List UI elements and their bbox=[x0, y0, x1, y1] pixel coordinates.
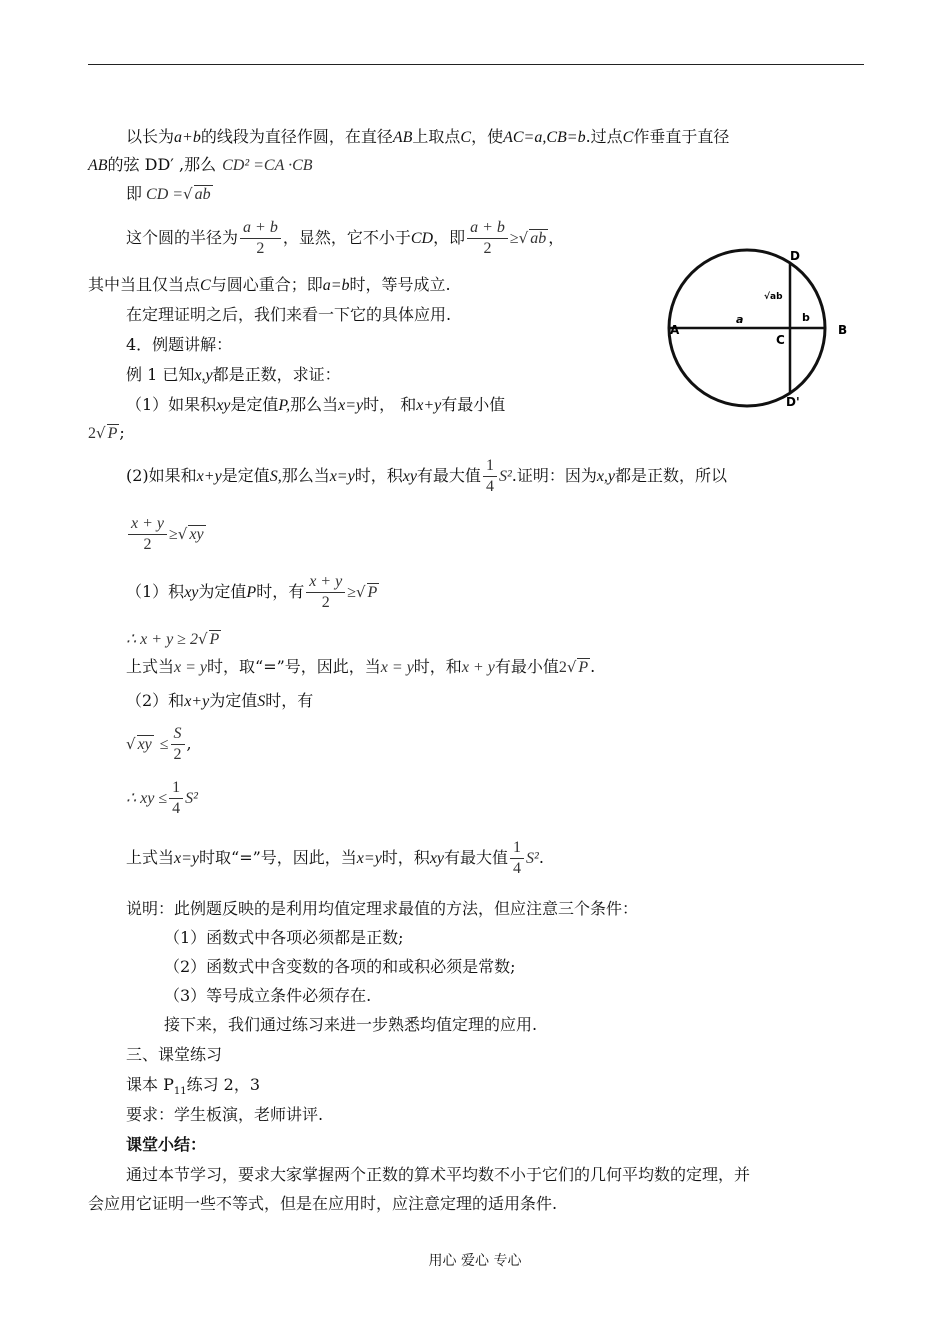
list-item: （1）函数式中各项必须都是正数; bbox=[164, 928, 404, 947]
paragraph-line: 课本 $P_{11}$练习 2，3 bbox=[126, 1075, 261, 1098]
paragraph-line: 要求：学生板演，老师讲评. bbox=[126, 1105, 324, 1124]
paragraph-line: 上式当x = y时，取“=”号，因此，当x = y时，和x + y有最小值2√ P . bbox=[126, 657, 596, 676]
circle-diagram bbox=[640, 236, 865, 426]
paragraph-line: 以长为a+b的线段为直径作圆，在直径AB上取点C，使AC=a,CB=b.过点C作垂直于直径 bbox=[126, 127, 730, 146]
fraction: $\frac{1}{4}$ bbox=[510, 838, 524, 879]
equation-line: （1）积xy为定值P时，有 $\frac{x + y}{2}$ ≥√ P bbox=[126, 573, 378, 611]
fraction: $\frac{1}{4}$ bbox=[483, 456, 497, 497]
section-heading: 4．例题讲解： bbox=[126, 335, 233, 354]
header-rule bbox=[88, 64, 864, 65]
paragraph-line: AB的弦 DD′ ,那么 CD² =CA ·CB bbox=[88, 155, 313, 174]
label-D: D bbox=[790, 249, 800, 263]
paragraph-line: 会应用它证明一些不等式，但是在应用时，应注意定理的适用条件. bbox=[88, 1194, 558, 1213]
paragraph-line: 说明：此例题反映的是利用均值定理求最值的方法，但应注意三个条件： bbox=[126, 899, 639, 918]
label-b: b bbox=[802, 311, 810, 324]
label-C: C bbox=[776, 333, 785, 347]
label-D-prime: D' bbox=[786, 395, 800, 409]
paragraph-line: 其中当且仅当点C与圆心重合；即a=b时，等号成立. bbox=[88, 275, 451, 294]
fraction: $\frac{x + y}{2}$ bbox=[306, 572, 345, 613]
equation-line: 这个圆的半径为 $\frac{a + b}{2}$ ，显然，它不小于CD，即 $\frac{a + b}{2}$ ≥√ ab ， bbox=[126, 219, 565, 257]
paragraph-line: （1）如果积xy是定值P,那么当x=y时， 和x+y有最小值 bbox=[126, 395, 506, 414]
list-item: （3）等号成立条件必须存在. bbox=[164, 986, 372, 1005]
page-footer: 用心 爱心 专心 bbox=[428, 1253, 522, 1269]
list-item: （2）函数式中含变数的各项的和或积必须是常数; bbox=[164, 957, 516, 976]
equation-line: ∴ x + y ≥ 2√ P bbox=[126, 630, 220, 648]
paragraph-line: 上式当x=y时取“=”号，因此，当x=y时，积xy有最大值 $\frac{1}{4}$ S². bbox=[126, 839, 544, 877]
paragraph-line: 接下来，我们通过练习来进一步熟悉均值定理的应用. bbox=[164, 1015, 538, 1034]
equation-line: √ xy ≤ $\frac{S}{2}$ , bbox=[126, 725, 192, 763]
summary-heading: 课堂小结： bbox=[126, 1135, 207, 1154]
fraction: $\frac{S}{2}$ bbox=[171, 724, 185, 765]
paragraph-line: （2）和x+y为定值S时，有 bbox=[126, 691, 314, 710]
label-a: a bbox=[736, 313, 744, 326]
label-sqrt-ab: √ab bbox=[764, 292, 783, 302]
paragraph-line: 通过本节学习，要求大家掌握两个正数的算术平均数不小于它们的几何平均数的定理，并 bbox=[126, 1165, 751, 1184]
section-heading: 三、课堂练习 bbox=[126, 1045, 223, 1064]
label-B: B bbox=[838, 323, 848, 337]
paragraph-line: (2)如果和x+y是定值S,那么当x=y时，积xy有最大值 $\frac{1}{4}$ S².证明：因为x,y都是正数，所以 bbox=[126, 457, 728, 495]
paragraph-line: 在定理证明之后，我们来看一下它的具体应用. bbox=[126, 305, 452, 324]
fraction: $\frac{a + b}{2}$ bbox=[240, 218, 281, 259]
fraction: $\frac{a + b}{2}$ bbox=[467, 218, 508, 259]
circle-diagram-svg bbox=[640, 236, 865, 426]
label-A: A bbox=[670, 323, 680, 337]
equation-line: $\frac{x + y}{2}$ ≥√ xy bbox=[126, 514, 206, 555]
equation-line: 即 CD =√ ab bbox=[126, 184, 211, 203]
fraction: $\frac{1}{4}$ bbox=[169, 778, 183, 819]
equation-line: 2√ P ; bbox=[88, 423, 125, 442]
paragraph-line: 例 1 已知x,y都是正数，求证： bbox=[126, 365, 341, 384]
equation-line: ∴ xy ≤ $\frac{1}{4}$ S² bbox=[126, 779, 198, 817]
fraction: $\frac{x + y}{2}$ bbox=[128, 514, 167, 555]
